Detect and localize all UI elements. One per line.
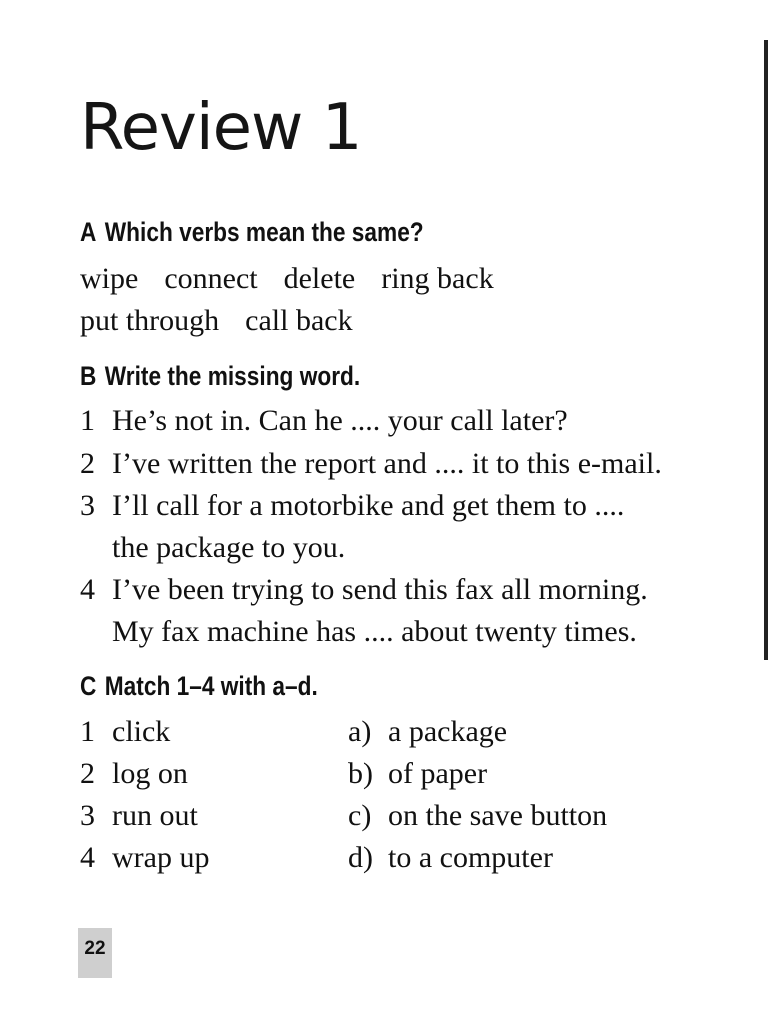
- item-number: 2: [80, 757, 95, 790]
- exercise-b-item-3-continued: the package to you.: [112, 531, 346, 564]
- verb-item: put through: [80, 304, 220, 337]
- item-number: 3: [80, 799, 95, 832]
- exercise-b-item-1: [80, 400, 568, 442]
- item-text: run out: [112, 799, 198, 832]
- exercise-b-item-2: [80, 443, 662, 485]
- page-number: 22: [78, 928, 112, 978]
- item-text: on the save button: [388, 799, 608, 832]
- exercise-b-item-4: [80, 569, 648, 611]
- page-edge: [764, 40, 768, 660]
- item-letter: a): [348, 715, 372, 748]
- item-text: I’ve written the report and .... it to this e-mail.: [112, 447, 662, 480]
- item-number: 1: [80, 715, 95, 748]
- page-title: Review 1: [80, 91, 362, 165]
- verb-item: connect: [164, 262, 258, 295]
- item-letter: b): [348, 757, 373, 790]
- section-b-letter: B: [80, 361, 97, 391]
- section-a-letter: A: [80, 217, 97, 247]
- item-letter: d): [348, 841, 373, 874]
- item-text: to a computer: [388, 841, 553, 874]
- match-right-item-a: [348, 711, 507, 753]
- item-number: 3: [80, 489, 95, 522]
- section-c-letter: C: [80, 671, 97, 701]
- item-letter: c): [348, 799, 372, 832]
- item-number: 1: [80, 404, 95, 437]
- item-text: of paper: [388, 757, 488, 790]
- match-right-item-c: [348, 795, 607, 837]
- verb-item: wipe: [80, 262, 139, 295]
- match-left-item-4: [80, 837, 209, 879]
- item-text: He’s not in. Can he .... your call later?: [112, 404, 568, 437]
- item-text: a package: [388, 715, 508, 748]
- section-a-title: Which verbs mean the same?: [104, 217, 424, 247]
- item-text: click: [112, 715, 171, 748]
- match-left-item-2: [80, 753, 188, 795]
- exercise-b-item-3: [80, 485, 624, 527]
- exercise-b-item-4-continued: My fax machine has .... about twenty times.: [112, 615, 637, 648]
- verb-item: call back: [245, 304, 353, 337]
- match-left-item-3: [80, 795, 198, 837]
- section-b-title: Write the missing word.: [104, 361, 361, 391]
- item-text: wrap up: [112, 841, 210, 874]
- match-left-item-1: [80, 711, 170, 753]
- item-number: 4: [80, 841, 95, 874]
- match-right-item-b: [348, 753, 487, 795]
- match-right-item-d: [348, 837, 553, 879]
- verb-item: delete: [283, 262, 356, 295]
- verb-item: ring back: [381, 262, 494, 295]
- item-text: I’ve been trying to send this fax all morning.: [112, 573, 648, 606]
- verb-list-row-1: [80, 258, 520, 300]
- item-text: I’ll call for a motorbike and get them to ....: [112, 489, 625, 522]
- item-text: log on: [112, 757, 188, 790]
- item-number: 4: [80, 573, 95, 606]
- item-number: 2: [80, 447, 95, 480]
- section-c-heading: [80, 668, 318, 704]
- section-a-heading: [80, 214, 424, 250]
- section-c-title: Match 1–4 with a–d.: [104, 671, 318, 701]
- verb-list-row-2: [80, 300, 379, 342]
- section-b-heading: [80, 358, 360, 394]
